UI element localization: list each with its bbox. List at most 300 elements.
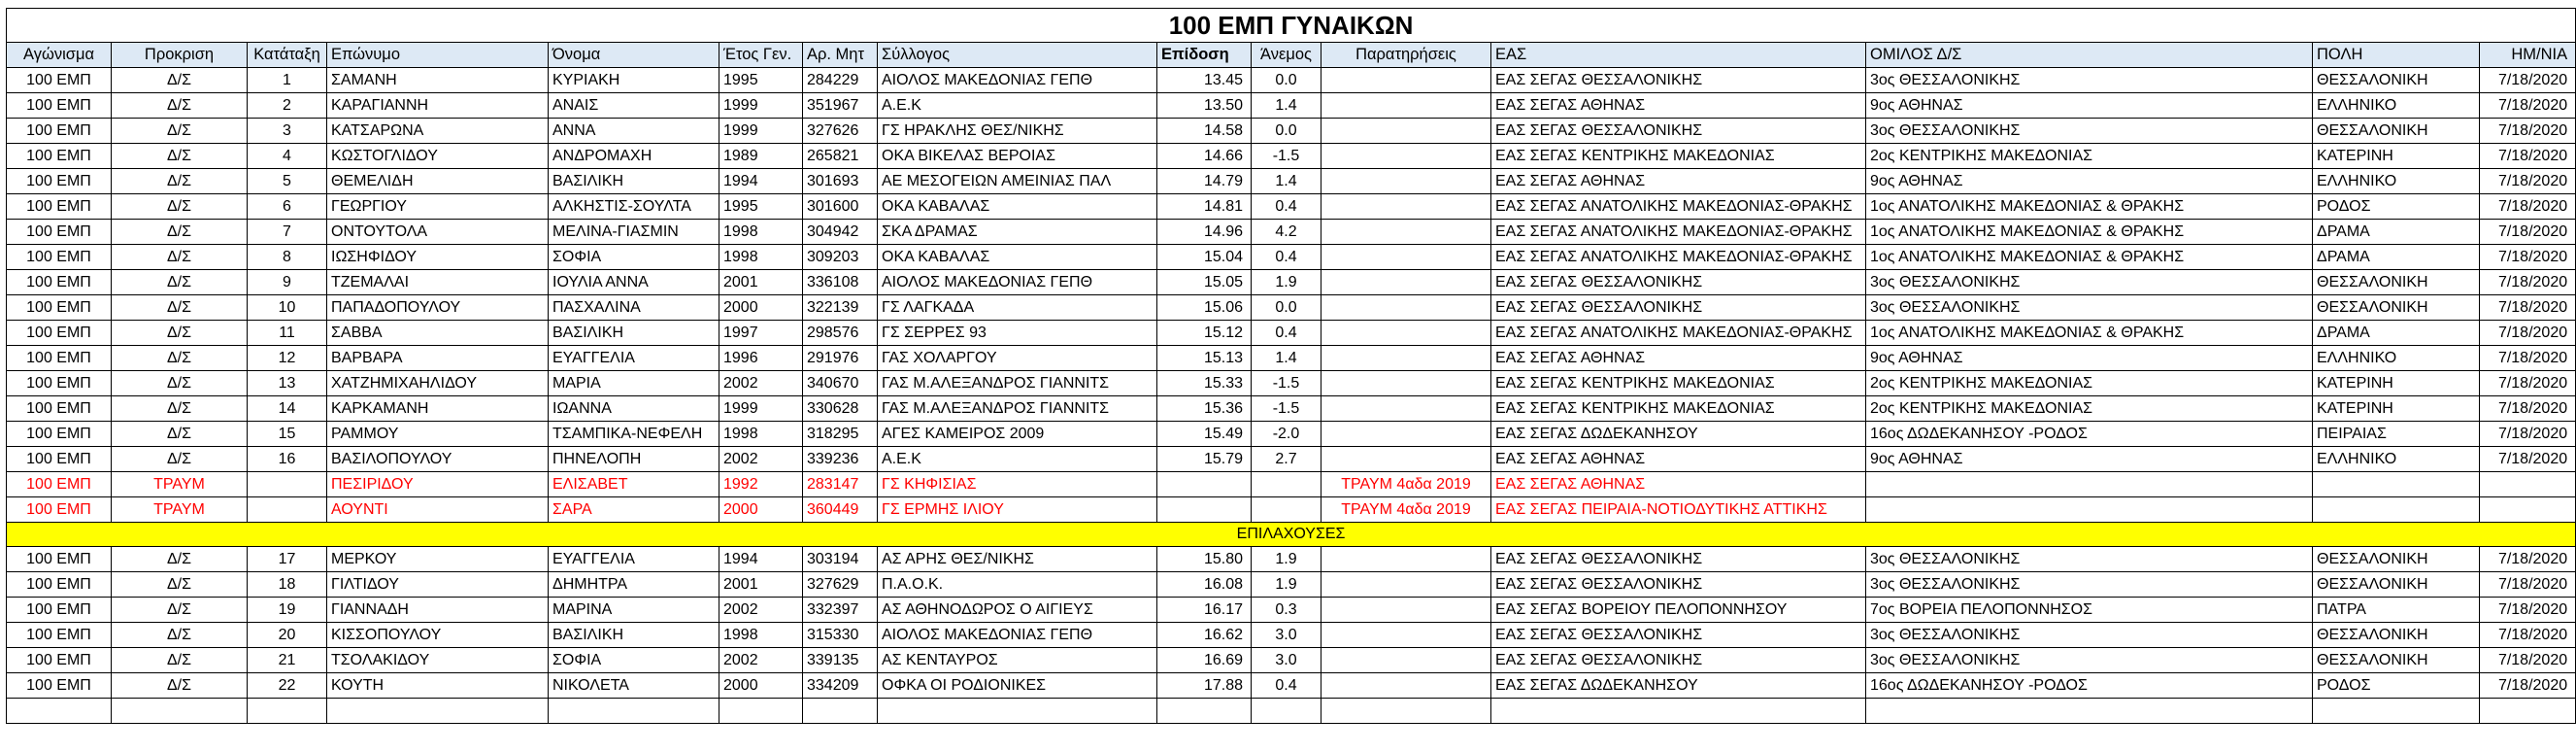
cell-club: ΣΚΑ ΔΡΑΜΑΣ <box>878 220 1157 245</box>
cell-date <box>2480 472 2576 497</box>
table-row <box>7 572 2576 598</box>
cell-rank: 3 <box>248 119 327 144</box>
cell-qualification: Δ/Σ <box>112 321 248 346</box>
header-performance: Επίδοση <box>1157 43 1252 68</box>
cell-date: 7/18/2020 <box>2480 422 2576 447</box>
cell-eas: ΕΑΣ ΣΕΓΑΣ ΚΕΝΤΡΙΚΗΣ ΜΑΚΕΔΟΝΙΑΣ <box>1491 371 1866 396</box>
cell-member-no: 304942 <box>803 220 878 245</box>
table-row <box>7 194 2576 220</box>
cell-eas: ΕΑΣ ΣΕΓΑΣ ΑΘΗΝΑΣ <box>1491 169 1866 194</box>
cell-first-name: ΜΕΛΙΝΑ-ΓΙΑΣΜΙΝ <box>549 220 719 245</box>
cell-birth-year: 1992 <box>719 472 803 497</box>
cell-rank: 1 <box>248 68 327 93</box>
cell-qualification: ΤΡΑΥΜ <box>112 497 248 523</box>
cell-first-name: ΙΟΥΛΙΑ ΑΝΝΑ <box>549 270 719 295</box>
table-row <box>7 270 2576 295</box>
cell-wind <box>1252 472 1321 497</box>
cell-eas: ΕΑΣ ΣΕΓΑΣ ΠΕΙΡΑΙΑ-ΝΟΤΙΟΔΥΤΙΚΗΣ ΑΤΤΙΚΗΣ <box>1491 497 1866 523</box>
cell-wind: 0.4 <box>1252 194 1321 220</box>
cell-first-name: ΣΑΡΑ <box>549 497 719 523</box>
cell-member-no: 340670 <box>803 371 878 396</box>
cell-club: ΓΣ ΗΡΑΚΛΗΣ ΘΕΣ/ΝΙΚΗΣ <box>878 119 1157 144</box>
cell-city: ΘΕΣΣΑΛΟΝΙΚΗ <box>2313 648 2480 673</box>
cell-group: 3ος ΘΕΣΣΑΛΟΝΙΚΗΣ <box>1866 547 2313 572</box>
cell-club: ΓΣ ΕΡΜΗΣ ΙΛΙΟΥ <box>878 497 1157 523</box>
cell-eas: ΕΑΣ ΣΕΓΑΣ ΘΕΣΣΑΛΟΝΙΚΗΣ <box>1491 572 1866 598</box>
cell-performance: 15.79 <box>1157 447 1252 472</box>
cell-eas: ΕΑΣ ΣΕΓΑΣ ΑΘΗΝΑΣ <box>1491 93 1866 119</box>
cell-eas: ΕΑΣ ΣΕΓΑΣ ΑΝΑΤΟΛΙΚΗΣ ΜΑΚΕΔΟΝΙΑΣ-ΘΡΑΚΗΣ <box>1491 194 1866 220</box>
cell-group: 9ος ΑΘΗΝΑΣ <box>1866 169 2313 194</box>
cell-birth-year: 2001 <box>719 572 803 598</box>
cell-group: 9ος ΑΘΗΝΑΣ <box>1866 346 2313 371</box>
cell-birth-year: 1999 <box>719 93 803 119</box>
cell-wind: -1.5 <box>1252 371 1321 396</box>
cell-surname: ΚΑΡΑΓΙΑΝΝΗ <box>327 93 549 119</box>
cell-wind: 1.4 <box>1252 93 1321 119</box>
cell-club: ΓΣ ΛΑΓΚΑΔΑ <box>878 295 1157 321</box>
cell-birth-year: 2002 <box>719 648 803 673</box>
cell-rank <box>248 472 327 497</box>
cell-first-name: ΣΟΦΙΑ <box>549 245 719 270</box>
cell-date: 7/18/2020 <box>2480 648 2576 673</box>
cell-qualification: Δ/Σ <box>112 422 248 447</box>
cell-rank: 9 <box>248 270 327 295</box>
results-sheet <box>6 8 2576 724</box>
cell-member-no: 327626 <box>803 119 878 144</box>
cell-date <box>2480 497 2576 523</box>
header-eas: ΕΑΣ <box>1491 43 1866 68</box>
cell-surname: ΜΕΡΚΟΥ <box>327 547 549 572</box>
cell-performance: 14.79 <box>1157 169 1252 194</box>
cell-eas: ΕΑΣ ΣΕΓΑΣ ΑΘΗΝΑΣ <box>1491 472 1866 497</box>
cell-club: ΟΚΑ ΚΑΒΑΛΑΣ <box>878 194 1157 220</box>
header-rank: Κατάταξη <box>248 43 327 68</box>
header-first-name: Όνομα <box>549 43 719 68</box>
cell-member-no: 351967 <box>803 93 878 119</box>
cell-rank: 12 <box>248 346 327 371</box>
cell-event: 100 ΕΜΠ <box>7 598 112 623</box>
cell-remarks <box>1321 295 1491 321</box>
cell-member-no: 303194 <box>803 547 878 572</box>
cell-eas: ΕΑΣ ΣΕΓΑΣ ΘΕΣΣΑΛΟΝΙΚΗΣ <box>1491 68 1866 93</box>
cell-eas: ΕΑΣ ΣΕΓΑΣ ΔΩΔΕΚΑΝΗΣΟΥ <box>1491 673 1866 699</box>
cell-member-no: 315330 <box>803 623 878 648</box>
header-qualification: Προκριση <box>112 43 248 68</box>
empty-cell <box>803 699 878 724</box>
cell-birth-year: 1999 <box>719 396 803 422</box>
cell-first-name: ΠΗΝΕΛΟΠΗ <box>549 447 719 472</box>
cell-birth-year: 1989 <box>719 144 803 169</box>
cell-date: 7/18/2020 <box>2480 245 2576 270</box>
cell-city <box>2313 472 2480 497</box>
cell-group: 9ος ΑΘΗΝΑΣ <box>1866 447 2313 472</box>
cell-performance: 15.12 <box>1157 321 1252 346</box>
cell-rank: 21 <box>248 648 327 673</box>
table-row <box>7 321 2576 346</box>
empty-cell <box>112 699 248 724</box>
cell-surname: ΣΑΒΒΑ <box>327 321 549 346</box>
header-club: Σύλλογος <box>878 43 1157 68</box>
cell-wind: 1.9 <box>1252 572 1321 598</box>
cell-club: ΑΣ ΚΕΝΤΑΥΡΟΣ <box>878 648 1157 673</box>
cell-city: ΚΑΤΕΡΙΝΗ <box>2313 396 2480 422</box>
cell-member-no: 318295 <box>803 422 878 447</box>
table-row <box>7 396 2576 422</box>
cell-wind: 1.9 <box>1252 547 1321 572</box>
cell-qualification: Δ/Σ <box>112 119 248 144</box>
cell-remarks <box>1321 68 1491 93</box>
cell-city: ΚΑΤΕΡΙΝΗ <box>2313 144 2480 169</box>
cell-club: ΓΑΣ Μ.ΑΛΕΞΑΝΔΡΟΣ ΓΙΑΝΝΙΤΣ <box>878 371 1157 396</box>
cell-date: 7/18/2020 <box>2480 623 2576 648</box>
cell-rank: 4 <box>248 144 327 169</box>
cell-member-no: 291976 <box>803 346 878 371</box>
cell-event: 100 ΕΜΠ <box>7 295 112 321</box>
cell-performance: 16.17 <box>1157 598 1252 623</box>
table-row <box>7 547 2576 572</box>
cell-first-name: ΑΝΑΙΣ <box>549 93 719 119</box>
table-row <box>7 598 2576 623</box>
cell-birth-year: 2000 <box>719 295 803 321</box>
cell-event: 100 ΕΜΠ <box>7 472 112 497</box>
cell-surname: ΑΟΥΝΤΙ <box>327 497 549 523</box>
cell-city: ΔΡΑΜΑ <box>2313 245 2480 270</box>
cell-eas: ΕΑΣ ΣΕΓΑΣ ΔΩΔΕΚΑΝΗΣΟΥ <box>1491 422 1866 447</box>
cell-qualification: Δ/Σ <box>112 447 248 472</box>
cell-group <box>1866 497 2313 523</box>
cell-date: 7/18/2020 <box>2480 346 2576 371</box>
cell-surname: ΓΕΩΡΓΙΟΥ <box>327 194 549 220</box>
cell-date: 7/18/2020 <box>2480 321 2576 346</box>
cell-club: ΟΚΑ ΒΙΚΕΛΑΣ ΒΕΡΟΙΑΣ <box>878 144 1157 169</box>
empty-cell <box>878 699 1157 724</box>
cell-wind: 3.0 <box>1252 648 1321 673</box>
cell-group <box>1866 472 2313 497</box>
cell-qualification: Δ/Σ <box>112 572 248 598</box>
cell-first-name: ΒΑΣΙΛΙΚΗ <box>549 623 719 648</box>
header-date: ΗΜ/ΝΙΑ <box>2480 43 2576 68</box>
cell-performance: 15.06 <box>1157 295 1252 321</box>
results-body <box>7 68 2576 724</box>
cell-date: 7/18/2020 <box>2480 371 2576 396</box>
cell-city: ΘΕΣΣΑΛΟΝΙΚΗ <box>2313 572 2480 598</box>
cell-first-name: ΑΝΔΡΟΜΑΧΗ <box>549 144 719 169</box>
cell-birth-year: 2001 <box>719 270 803 295</box>
cell-event: 100 ΕΜΠ <box>7 547 112 572</box>
table-row <box>7 447 2576 472</box>
cell-club: Π.Α.Ο.Κ. <box>878 572 1157 598</box>
table-row <box>7 295 2576 321</box>
cell-date: 7/18/2020 <box>2480 547 2576 572</box>
cell-rank: 5 <box>248 169 327 194</box>
cell-group: 3ος ΘΕΣΣΑΛΟΝΙΚΗΣ <box>1866 295 2313 321</box>
cell-remarks <box>1321 673 1491 699</box>
cell-surname: ΤΣΟΛΑΚΙΔΟΥ <box>327 648 549 673</box>
cell-performance: 13.50 <box>1157 93 1252 119</box>
cell-event: 100 ΕΜΠ <box>7 220 112 245</box>
cell-city: ΘΕΣΣΑΛΟΝΙΚΗ <box>2313 547 2480 572</box>
cell-remarks: ΤΡΑΥΜ 4αδα 2019 <box>1321 472 1491 497</box>
cell-birth-year: 2000 <box>719 673 803 699</box>
cell-date: 7/18/2020 <box>2480 68 2576 93</box>
cell-wind: 0.0 <box>1252 119 1321 144</box>
cell-event: 100 ΕΜΠ <box>7 270 112 295</box>
table-row <box>7 245 2576 270</box>
cell-group: 2ος ΚΕΝΤΡΙΚΗΣ ΜΑΚΕΔΟΝΙΑΣ <box>1866 144 2313 169</box>
table-row <box>7 93 2576 119</box>
cell-city: ΘΕΣΣΑΛΟΝΙΚΗ <box>2313 623 2480 648</box>
cell-eas: ΕΑΣ ΣΕΓΑΣ ΘΕΣΣΑΛΟΝΙΚΗΣ <box>1491 623 1866 648</box>
cell-group: 1ος ΑΝΑΤΟΛΙΚΗΣ ΜΑΚΕΔΟΝΙΑΣ & ΘΡΑΚΗΣ <box>1866 220 2313 245</box>
cell-performance: 16.08 <box>1157 572 1252 598</box>
cell-rank: 16 <box>248 447 327 472</box>
cell-performance: 14.66 <box>1157 144 1252 169</box>
cell-remarks <box>1321 220 1491 245</box>
cell-remarks <box>1321 93 1491 119</box>
cell-event: 100 ΕΜΠ <box>7 673 112 699</box>
cell-city: ΔΡΑΜΑ <box>2313 220 2480 245</box>
cell-performance: 15.05 <box>1157 270 1252 295</box>
cell-eas: ΕΑΣ ΣΕΓΑΣ ΘΕΣΣΑΛΟΝΙΚΗΣ <box>1491 270 1866 295</box>
cell-birth-year: 2002 <box>719 447 803 472</box>
header-birth-year: Έτος Γεν. <box>719 43 803 68</box>
cell-member-no: 309203 <box>803 245 878 270</box>
cell-rank: 14 <box>248 396 327 422</box>
cell-qualification: Δ/Σ <box>112 169 248 194</box>
cell-first-name: ΒΑΣΙΛΙΚΗ <box>549 169 719 194</box>
cell-first-name: ΝΙΚΟΛΕΤΑ <box>549 673 719 699</box>
cell-member-no: 298576 <box>803 321 878 346</box>
cell-wind: -1.5 <box>1252 396 1321 422</box>
cell-qualification: Δ/Σ <box>112 598 248 623</box>
cell-member-no: 322139 <box>803 295 878 321</box>
cell-club: ΑΙΟΛΟΣ ΜΑΚΕΔΟΝΙΑΣ ΓΕΠΘ <box>878 623 1157 648</box>
cell-surname: ΒΑΣΙΛΟΠΟΥΛΟΥ <box>327 447 549 472</box>
cell-club: ΑΓΕΣ ΚΑΜΕΙΡΟΣ 2009 <box>878 422 1157 447</box>
cell-club: ΑΣ ΑΘΗΝΟΔΩΡΟΣ Ο ΑΙΓΙΕΥΣ <box>878 598 1157 623</box>
cell-surname: ΙΩΣΗΦΙΔΟΥ <box>327 245 549 270</box>
cell-date: 7/18/2020 <box>2480 220 2576 245</box>
cell-date: 7/18/2020 <box>2480 144 2576 169</box>
cell-eas: ΕΑΣ ΣΕΓΑΣ ΑΘΗΝΑΣ <box>1491 447 1866 472</box>
cell-surname: ΟΝΤΟΥΤΟΛΑ <box>327 220 549 245</box>
cell-event: 100 ΕΜΠ <box>7 623 112 648</box>
empty-cell <box>1157 699 1252 724</box>
cell-city: ΘΕΣΣΑΛΟΝΙΚΗ <box>2313 119 2480 144</box>
cell-event: 100 ΕΜΠ <box>7 119 112 144</box>
cell-performance: 15.33 <box>1157 371 1252 396</box>
empty-cell <box>1252 699 1321 724</box>
cell-group: 2ος ΚΕΝΤΡΙΚΗΣ ΜΑΚΕΔΟΝΙΑΣ <box>1866 371 2313 396</box>
cell-eas: ΕΑΣ ΣΕΓΑΣ ΘΕΣΣΑΛΟΝΙΚΗΣ <box>1491 547 1866 572</box>
cell-group: 16ος ΔΩΔΕΚΑΝΗΣΟΥ -ΡΟΔΟΣ <box>1866 673 2313 699</box>
cell-member-no: 360449 <box>803 497 878 523</box>
cell-birth-year: 1994 <box>719 169 803 194</box>
cell-birth-year: 1998 <box>719 220 803 245</box>
cell-eas: ΕΑΣ ΣΕΓΑΣ ΑΝΑΤΟΛΙΚΗΣ ΜΑΚΕΔΟΝΙΑΣ-ΘΡΑΚΗΣ <box>1491 321 1866 346</box>
cell-club: ΑΕ ΜΕΣΟΓΕΙΩΝ ΑΜΕΙΝΙΑΣ ΠΑΛ <box>878 169 1157 194</box>
cell-qualification: Δ/Σ <box>112 68 248 93</box>
cell-remarks <box>1321 346 1491 371</box>
cell-qualification: Δ/Σ <box>112 93 248 119</box>
cell-qualification: Δ/Σ <box>112 245 248 270</box>
results-table <box>6 8 2576 724</box>
cell-city: ΚΑΤΕΡΙΝΗ <box>2313 371 2480 396</box>
cell-member-no: 332397 <box>803 598 878 623</box>
cell-first-name: ΙΩΑΝΝΑ <box>549 396 719 422</box>
cell-wind: 2.7 <box>1252 447 1321 472</box>
empty-cell <box>327 699 549 724</box>
cell-surname: ΚΙΣΣΟΠΟΥΛΟΥ <box>327 623 549 648</box>
cell-first-name: ΕΛΙΣΑΒΕΤ <box>549 472 719 497</box>
cell-city: ΘΕΣΣΑΛΟΝΙΚΗ <box>2313 270 2480 295</box>
cell-remarks <box>1321 572 1491 598</box>
cell-qualification: Δ/Σ <box>112 144 248 169</box>
cell-first-name: ΑΛΚΗΣΤΙΣ-ΣΟΥΛΤΑ <box>549 194 719 220</box>
cell-date: 7/18/2020 <box>2480 572 2576 598</box>
cell-first-name: ΜΑΡΙΝΑ <box>549 598 719 623</box>
cell-surname: ΧΑΤΖΗΜΙΧΑΗΛΙΔΟΥ <box>327 371 549 396</box>
cell-surname: ΤΖΕΜΑΛΑΙ <box>327 270 549 295</box>
cell-surname: ΘΕΜΕΛΙΔΗ <box>327 169 549 194</box>
cell-birth-year: 2002 <box>719 371 803 396</box>
cell-rank: 18 <box>248 572 327 598</box>
cell-performance <box>1157 497 1252 523</box>
header-city: ΠΟΛΗ <box>2313 43 2480 68</box>
cell-date: 7/18/2020 <box>2480 93 2576 119</box>
cell-event: 100 ΕΜΠ <box>7 346 112 371</box>
cell-event: 100 ΕΜΠ <box>7 169 112 194</box>
cell-city <box>2313 497 2480 523</box>
header-member-no: Αρ. Μητ <box>803 43 878 68</box>
cell-qualification: Δ/Σ <box>112 648 248 673</box>
table-row <box>7 472 2576 497</box>
cell-wind: 0.4 <box>1252 245 1321 270</box>
cell-city: ΕΛΛΗΝΙΚΟ <box>2313 447 2480 472</box>
cell-city: ΡΟΔΟΣ <box>2313 194 2480 220</box>
empty-cell <box>2313 699 2480 724</box>
cell-event: 100 ΕΜΠ <box>7 321 112 346</box>
cell-city: ΠΕΙΡΑΙΑΣ <box>2313 422 2480 447</box>
table-row <box>7 144 2576 169</box>
cell-performance: 15.13 <box>1157 346 1252 371</box>
cell-club: Α.Ε.Κ <box>878 447 1157 472</box>
cell-birth-year: 1996 <box>719 346 803 371</box>
cell-first-name: ΠΑΣΧΑΛΙΝΑ <box>549 295 719 321</box>
empty-cell <box>719 699 803 724</box>
cell-member-no: 265821 <box>803 144 878 169</box>
cell-event: 100 ΕΜΠ <box>7 572 112 598</box>
cell-remarks <box>1321 169 1491 194</box>
table-row <box>7 346 2576 371</box>
cell-city: ΘΕΣΣΑΛΟΝΙΚΗ <box>2313 68 2480 93</box>
cell-member-no: 283147 <box>803 472 878 497</box>
cell-surname: ΚΑΤΣΑΡΩΝΑ <box>327 119 549 144</box>
empty-cell <box>1491 699 1866 724</box>
cell-group: 3ος ΘΕΣΣΑΛΟΝΙΚΗΣ <box>1866 119 2313 144</box>
cell-surname: ΚΩΣΤΟΓΛΙΔΟΥ <box>327 144 549 169</box>
cell-event: 100 ΕΜΠ <box>7 194 112 220</box>
cell-first-name: ΣΟΦΙΑ <box>549 648 719 673</box>
cell-club: ΓΑΣ Μ.ΑΛΕΞΑΝΔΡΟΣ ΓΙΑΝΝΙΤΣ <box>878 396 1157 422</box>
cell-surname: ΡΑΜΜΟΥ <box>327 422 549 447</box>
header-remarks: Παρατηρήσεις <box>1321 43 1491 68</box>
cell-rank: 10 <box>248 295 327 321</box>
cell-surname: ΠΑΠΑΔΟΠΟΥΛΟΥ <box>327 295 549 321</box>
cell-remarks <box>1321 598 1491 623</box>
cell-event: 100 ΕΜΠ <box>7 245 112 270</box>
cell-wind: 1.4 <box>1252 169 1321 194</box>
cell-member-no: 301600 <box>803 194 878 220</box>
cell-wind: 0.4 <box>1252 321 1321 346</box>
table-row <box>7 648 2576 673</box>
cell-birth-year: 1995 <box>719 68 803 93</box>
cell-performance: 15.49 <box>1157 422 1252 447</box>
cell-performance: 14.81 <box>1157 194 1252 220</box>
cell-eas: ΕΑΣ ΣΕΓΑΣ ΒΟΡΕΙΟΥ ΠΕΛΟΠΟΝΝΗΣΟΥ <box>1491 598 1866 623</box>
cell-city: ΕΛΛΗΝΙΚΟ <box>2313 169 2480 194</box>
cell-city: ΘΕΣΣΑΛΟΝΙΚΗ <box>2313 295 2480 321</box>
cell-member-no: 336108 <box>803 270 878 295</box>
cell-surname: ΣΑΜΑΝΗ <box>327 68 549 93</box>
cell-member-no: 330628 <box>803 396 878 422</box>
table-row <box>7 220 2576 245</box>
cell-remarks <box>1321 119 1491 144</box>
cell-club: ΓΣ ΣΕΡΡΕΣ 93 <box>878 321 1157 346</box>
cell-wind: 3.0 <box>1252 623 1321 648</box>
cell-rank: 13 <box>248 371 327 396</box>
cell-group: 3ος ΘΕΣΣΑΛΟΝΙΚΗΣ <box>1866 68 2313 93</box>
cell-qualification: ΤΡΑΥΜ <box>112 472 248 497</box>
cell-date: 7/18/2020 <box>2480 598 2576 623</box>
sheet-title: 100 ΕΜΠ ΓΥΝΑΙΚΩΝ <box>7 9 2576 43</box>
cell-birth-year: 2000 <box>719 497 803 523</box>
cell-eas: ΕΑΣ ΣΕΓΑΣ ΑΝΑΤΟΛΙΚΗΣ ΜΑΚΕΔΟΝΙΑΣ-ΘΡΑΚΗΣ <box>1491 245 1866 270</box>
cell-qualification: Δ/Σ <box>112 270 248 295</box>
cell-group: 2ος ΚΕΝΤΡΙΚΗΣ ΜΑΚΕΔΟΝΙΑΣ <box>1866 396 2313 422</box>
cell-rank: 6 <box>248 194 327 220</box>
cell-group: 7ος ΒΟΡΕΙΑ ΠΕΛΟΠΟΝΝΗΣΟΣ <box>1866 598 2313 623</box>
cell-date: 7/18/2020 <box>2480 295 2576 321</box>
cell-date: 7/18/2020 <box>2480 447 2576 472</box>
cell-date: 7/18/2020 <box>2480 169 2576 194</box>
cell-club: ΟΦΚΑ ΟΙ ΡΟΔΙΟΝΙΚΕΣ <box>878 673 1157 699</box>
cell-club: ΑΙΟΛΟΣ ΜΑΚΕΔΟΝΙΑΣ ΓΕΠΘ <box>878 68 1157 93</box>
cell-first-name: ΜΑΡΙΑ <box>549 371 719 396</box>
empty-cell <box>2480 699 2576 724</box>
cell-member-no: 339135 <box>803 648 878 673</box>
cell-rank <box>248 497 327 523</box>
cell-first-name: ΔΗΜΗΤΡΑ <box>549 572 719 598</box>
header-group: ΟΜΙΛΟΣ Δ/Σ <box>1866 43 2313 68</box>
cell-rank: 17 <box>248 547 327 572</box>
empty-cell <box>1866 699 2313 724</box>
cell-eas: ΕΑΣ ΣΕΓΑΣ ΘΕΣΣΑΛΟΝΙΚΗΣ <box>1491 648 1866 673</box>
header-row <box>7 43 2576 68</box>
cell-first-name: ΑΝΝΑ <box>549 119 719 144</box>
alternates-separator <box>7 523 2576 547</box>
header-surname: Επώνυμο <box>327 43 549 68</box>
cell-performance: 15.80 <box>1157 547 1252 572</box>
cell-remarks <box>1321 422 1491 447</box>
cell-remarks <box>1321 194 1491 220</box>
cell-performance: 14.96 <box>1157 220 1252 245</box>
cell-qualification: Δ/Σ <box>112 547 248 572</box>
cell-first-name: ΕΥΑΓΓΕΛΙΑ <box>549 547 719 572</box>
empty-cell <box>549 699 719 724</box>
cell-event: 100 ΕΜΠ <box>7 93 112 119</box>
